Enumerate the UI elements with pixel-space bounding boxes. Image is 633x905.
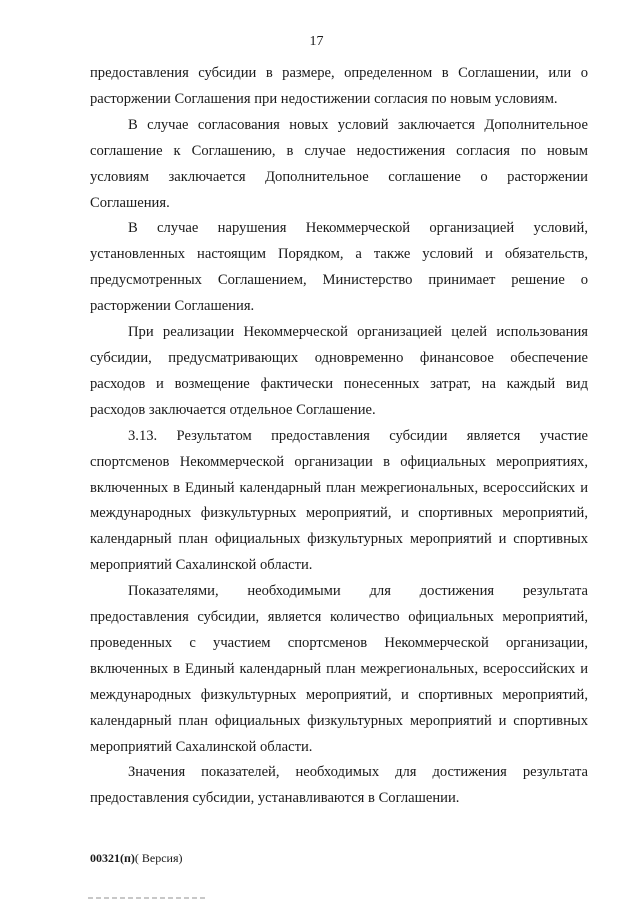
- paragraph-1: предоставления субсидии в размере, определенном в Соглашении, или о расторжении Соглашения при недостижении согласия по новым условиям.: [90, 65, 588, 107]
- paragraph-7: Значения показателей, необходимых для достижения результата предоставления субсидии, устанавливаются в Соглашении.: [90, 764, 588, 807]
- document-footer-code: [90, 851, 183, 866]
- paragraph-6: Показателями, необходимыми для достижения результата предоставления субсидии, является количество официальных мероприятий, проведенных с участием спортсменов Некоммерческой организации, включенных в Единый календарный план межрегиональных, всероссийских и международных физкультурных мероприятий, и спортивных мероприятий, календарный план официальных физкультурных мероприятий и спортивных мероприятий Сахалинской области.: [90, 583, 588, 755]
- scan-artifact-line: [88, 897, 208, 899]
- paragraph-4: При реализации Некоммерческой организацией целей использования субсидии, предусматривающих одновременно финансовое обеспечение расходов и возмещение фактически понесенных затрат, на каждый вид расходов заключается отдельное Соглашение.: [90, 324, 588, 418]
- paragraph-5: 3.13. Результатом предоставления субсидии является участие спортсменов Некоммерческой организации в официальных мероприятиях, включенных в Единый календарный план межрегиональных, всероссийских и международных физкультурных мероприятий, и спортивных мероприятий, календарный план официальных физкультурных мероприятий и спортивных мероприятий Сахалинской области.: [90, 427, 588, 574]
- paragraph-2: В случае согласования новых условий заключается Дополнительное соглашение к Соглашению, в случае недостижения согласия по новым условиям заключается Дополнительное соглашение о расторжении Соглашения.: [90, 116, 588, 211]
- footer-version: ( Версия): [134, 851, 183, 865]
- page-number: 17: [309, 34, 324, 49]
- paragraph-3: В случае нарушения Некоммерческой организацией условий, установленных настоящим Порядком, а также условий и обязательств, предусмотренных Соглашением, Министерство принимает решение о расторжении Соглашения.: [90, 220, 588, 315]
- document-body: [90, 61, 588, 812]
- footer-code: 00321(п): [90, 851, 135, 865]
